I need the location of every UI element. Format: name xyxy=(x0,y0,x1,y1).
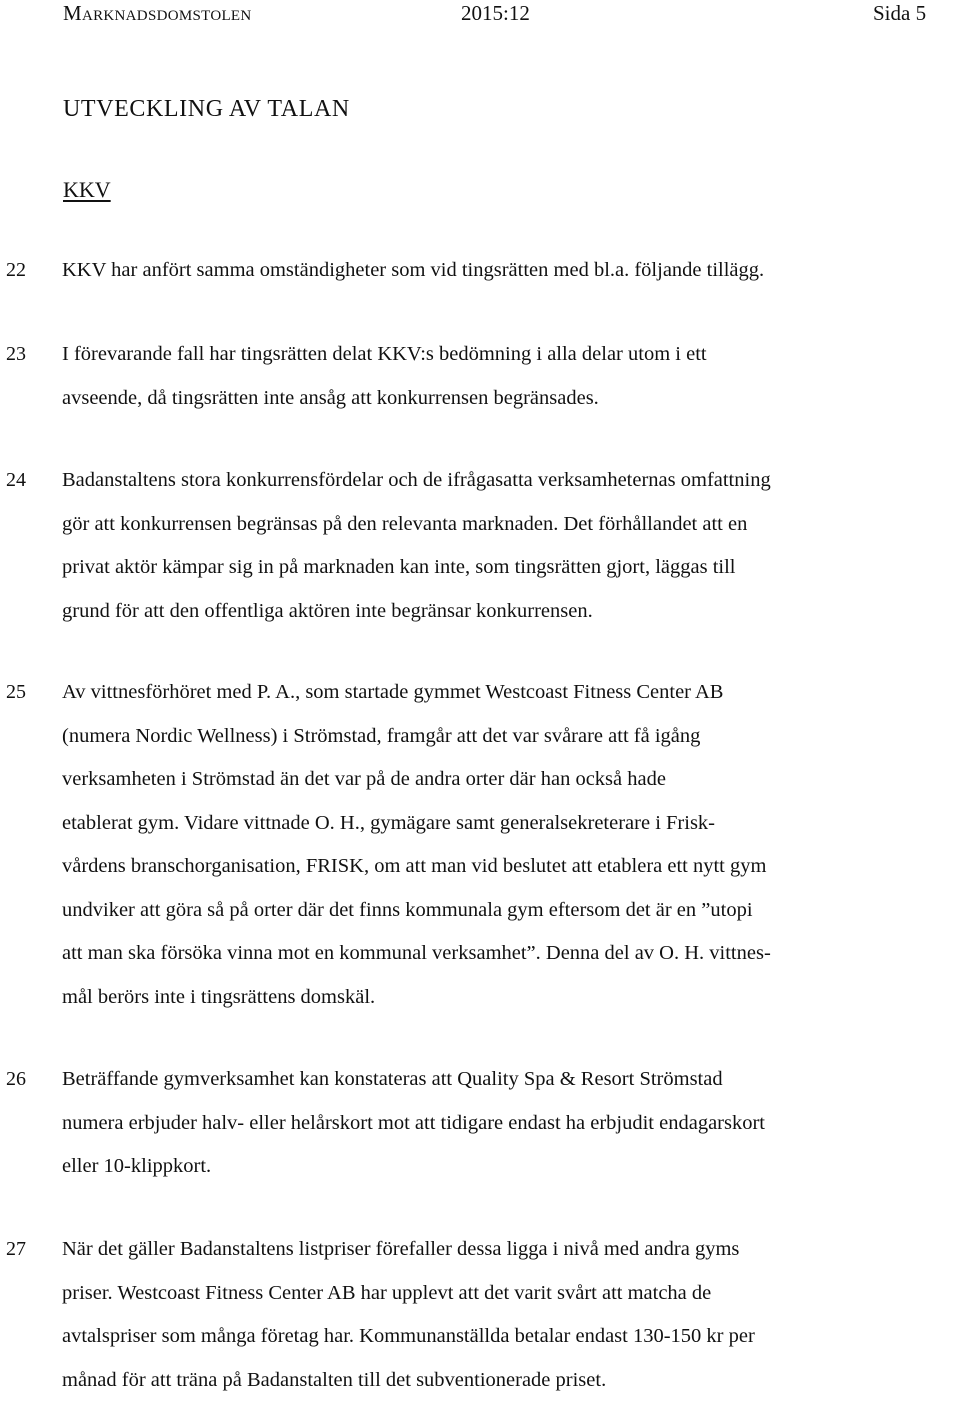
paragraph-text xyxy=(62,459,952,633)
paragraph-number: 26 xyxy=(6,1058,26,1102)
section-title: UTVECKLING AV TALAN xyxy=(63,94,350,124)
paragraph-line: undviker att göra så på orter där det finns kommunala gym eftersom det är en ”utopi xyxy=(62,889,952,933)
paragraph-line: Badanstaltens stora konkurrensfördelar och de ifrågasatta verksamheternas omfattning xyxy=(62,459,952,503)
paragraph-line: I förevarande fall har tingsrätten delat KKV:s bedömning i alla delar utom i ett xyxy=(62,333,952,377)
paragraph-line: KKV har anfört samma omständigheter som vid tingsrätten med bl.a. följande tillägg. xyxy=(62,249,952,293)
paragraph-text xyxy=(62,1228,952,1402)
court-name: Marknadsdomstolen xyxy=(63,0,252,26)
paragraph-text xyxy=(62,249,952,293)
paragraph-line: (numera Nordic Wellness) i Strömstad, framgår att det var svårare att få igång xyxy=(62,715,952,759)
paragraph-line: Beträffande gymverksamhet kan konstateras att Quality Spa & Resort Strömstad xyxy=(62,1058,952,1102)
page-header xyxy=(0,0,960,26)
page-number: Sida 5 xyxy=(873,0,926,26)
paragraph-line: numera erbjuder halv- eller helårskort mot att tidigare endast ha erbjudit endagarskort xyxy=(62,1102,952,1146)
paragraph-line: privat aktör kämpar sig in på marknaden kan inte, som tingsrätten gjort, läggas till xyxy=(62,546,952,590)
paragraph-line: Av vittnesförhöret med P. A., som startade gymmet Westcoast Fitness Center AB xyxy=(62,671,952,715)
paragraph-number: 27 xyxy=(6,1228,26,1272)
paragraph-text xyxy=(62,1058,952,1189)
paragraph-line: verksamheten i Strömstad än det var på de andra orter där han också hade xyxy=(62,758,952,802)
paragraph-line: eller 10-klippkort. xyxy=(62,1145,952,1189)
paragraph-line: att man ska försöka vinna mot en kommunal verksamhet”. Denna del av O. H. vittnes- xyxy=(62,932,952,976)
paragraph-line: När det gäller Badanstaltens listpriser förefaller dessa ligga i nivå med andra gyms xyxy=(62,1228,952,1272)
paragraph-line: avtalspriser som många företag har. Kommunanställda betalar endast 130-150 kr per xyxy=(62,1315,952,1359)
sub-title: KKV xyxy=(63,176,111,204)
paragraph-line: månad för att träna på Badanstalten till det subventionerade priset. xyxy=(62,1359,952,1402)
paragraph-line: priser. Westcoast Fitness Center AB har upplevt att det varit svårt att matcha de xyxy=(62,1272,952,1316)
paragraph-line: gör att konkurrensen begränsas på den relevanta marknaden. Det förhållandet att en xyxy=(62,503,952,547)
paragraph-number: 22 xyxy=(6,249,26,293)
paragraph-number: 23 xyxy=(6,333,26,377)
paragraph-text xyxy=(62,333,952,420)
paragraph-line: mål berörs inte i tingsrättens domskäl. xyxy=(62,976,952,1020)
case-number: 2015:12 xyxy=(461,0,530,26)
paragraph-number: 24 xyxy=(6,459,26,503)
paragraph-line: vårdens branschorganisation, FRISK, om att man vid beslutet att etablera ett nytt gym xyxy=(62,845,952,889)
paragraph-line: avseende, då tingsrätten inte ansåg att konkurrensen begränsades. xyxy=(62,377,952,421)
paragraph-line: grund för att den offentliga aktören inte begränsar konkurrensen. xyxy=(62,590,952,634)
paragraph-number: 25 xyxy=(6,671,26,715)
paragraph-line: etablerat gym. Vidare vittnade O. H., gymägare samt generalsekreterare i Frisk- xyxy=(62,802,952,846)
paragraph-text xyxy=(62,671,952,1019)
